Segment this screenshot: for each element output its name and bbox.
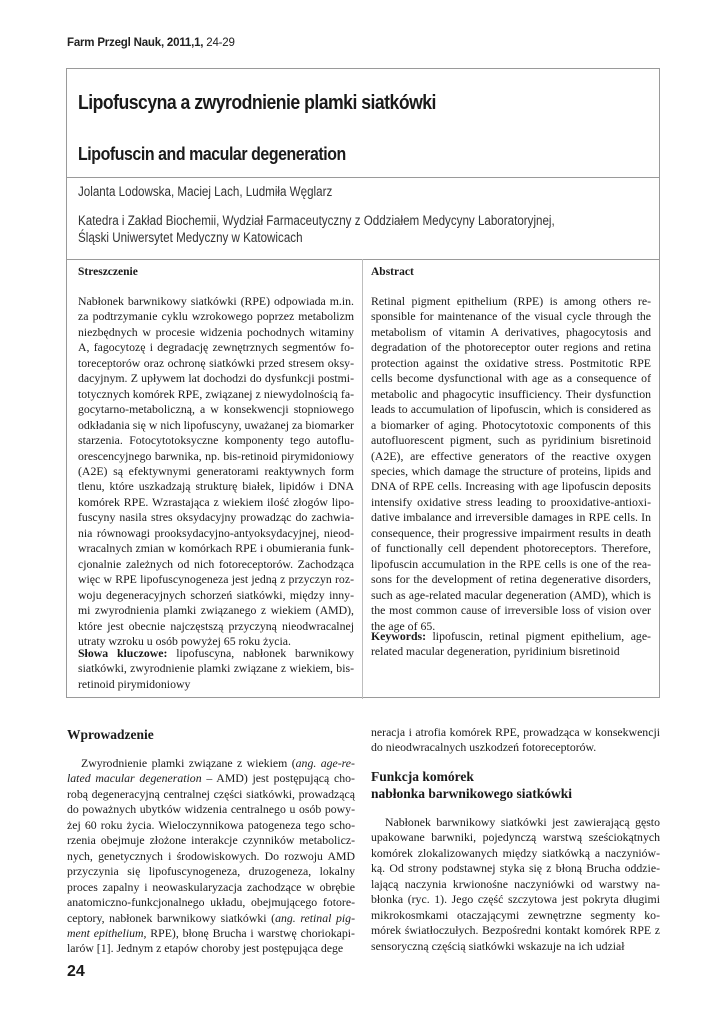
- section2-paragraph: Nabłonek barwnikowy siatkówki jest zawierającą gęsto upakowane barwniki, pojedynczą warstwą sześciokątnych komórek zlokalizowanych między siatkówką a naczyniówką. Od strony podstawnej styka się z błoną Brucha oddzielającą naczynia krwionośne naczyniówki od warstwy nabłonka (ryc. 1). Jego część szczytowa jest pokryta długimi mikrokosmkami otaczającymi zewnętrzne segmenty komórek światłoczułych. Bezpośredni kontakt komórek RPE z sensoryczną częścią siatkówki wskazuje na ich udział: [371, 815, 660, 953]
- streszczenie-heading: Streszczenie: [78, 266, 138, 278]
- section2-heading: [371, 768, 572, 802]
- intro-heading: Wprowadzenie: [67, 727, 154, 742]
- abstract-text: [371, 294, 651, 634]
- journal-name: Farm Przegl Nauk, 2011,1,: [67, 37, 204, 49]
- keywords-en: [371, 629, 651, 660]
- keywords-en-label: Keywords:: [371, 629, 427, 643]
- intro-italic-1: ang. age-related macular degeneration: [67, 756, 355, 786]
- streszczenie-text: [78, 294, 354, 649]
- affiliation: [78, 212, 555, 246]
- affiliation-line-1: Katedra i Zakład Biochemii, Wydział Farmaceutyczny z Oddziałem Medycyny Laboratoryjnej,: [78, 213, 555, 228]
- abstract-heading: Abstract: [371, 266, 414, 278]
- journal-header: [67, 37, 235, 49]
- intro-paragraph: [67, 756, 355, 957]
- intro-italic-2: ang. retinal pigment epithelium,: [67, 910, 356, 940]
- intro-text-2: – AMD) jest postępującą chorobą degeneracyjną centralnej części siatkówki, prowadzącą do poważnych ubytków widzenia centralnego u osób powyżej 60 roku życia. Wieloczynnikowa patogeneza tego schorzenia obejmuje złożone interakcje czynników metabolicznych, genetycznych i środowiskowych. Do rozwoju AMD przyczynia się lipofuscynogeneza, druzogeneza, lokalny proces zapalny i neowaskularyzacja zachodzące w obrębie anatomiczno-funkcjonalnego układu, obejmującego fotoreceptory, nabłonek barwnikowy siatkówki (: [67, 771, 355, 925]
- section2-heading-line-1: Funkcja komórek: [371, 769, 474, 784]
- column-divider: [362, 259, 363, 699]
- title-abstract-box: [66, 68, 660, 698]
- title-polish: Lipofuscyna a zwyrodnienie plamki siatkówki: [78, 91, 436, 114]
- keywords-pl: [78, 646, 354, 692]
- intro-continuation: neracja i atrofia komórek RPE, prowadząca w konsekwencji do nieodwracalnych uszkodzeń fotoreceptorów.: [371, 725, 660, 755]
- intro-text-1: Zwyrodnienie plamki związane z wiekiem (: [81, 756, 296, 770]
- streszczenie-paragraph: Nabłonek barwnikowy siatkówki (RPE) odpowiada m.in. za podtrzymanie cyklu wzrokowego poprzez metabolizm niezbędnych w procesie widzenia pochodnych witaminy A, fagocytozę i degradację zewnętrznych segmentów fotoreceptorów oraz ochronę siatkówki przed stresem oksydacyjnym. Z upływem lat dochodzi do dysfunkcji postmitotycznych komórek RPE, związanej z niewydolnością fagocytarno-metaboliczną, a w konsekwencji stopniowego odkładania się w nich lipofuscyny, uważanej za biomarker starzenia. Fotocytotoksyczne komponenty tego autofluorescencyjnego barwnika, np. bis-retinoid pirymidoniowy (A2E) są efektywnymi generatorami reaktywnych form tlenu, które uszkadzają strukturę białek, lipidów i DNA komórek RPE. Wzrastająca z wiekiem ilość złogów lipofuscyny nasila stres oksydacyjny prowadząc do zachwiania równowagi prooksydacyjno-antyoksydacyjnej, nieodwracalnych zmian w komórkach RPE i obumierania funkcjonalnie zależnych od nich fotoreceptorów. Zachodząca więc w RPE lipofuscynogeneza jest jedną z przyczyn rozwoju degeneracyjnych schorzeń siatkówki, między innymi zwyrodnienia plamki związanego z wiekiem (AMD), które jest obecnie najczęstszą przyczyną nieodwracalnej utraty wzroku u osób powyżej 65 roku życia.: [78, 294, 354, 648]
- abstract-paragraph: Retinal pigment epithelium (RPE) is among others responsible for maintenance of the visual cycle through the metabolism of vitamin A derivatives, phagocytosis and degradation of the photoreceptor outer regions and retina protection against the oxidative stress. Postmitotic RPE cells become dysfunctional with age as a consequence of metabolic and phagocytic insufficiency. Their dysfunction leads to accumulation of lipofuscin, which is considered as a biomarker of aging. Photocytotoxic components of this autofluorescent pigment, such as pyridinium bisretinoid (A2E), are effective generators of the reactive oxygen species, which damage the structure of proteins, lipids and DNA of RPE cells. Increasing with age lipofuscin deposits intensify oxidative stress leading to prooxidative-antioxidative imbalance and irreversible damages in RPE cells. In consequence, their progressive impairment results in death of functionally cell dependent photoreceptors. Therefore, lipofuscin accumulation in the RPE cells is one of the reasons for the development of retina degenerative disorders, such as age-related macular degeneration (AMD), which is the most common cause of irreversible loss of vision over the age of 65.: [371, 294, 651, 633]
- journal-pages: 24-29: [206, 37, 235, 49]
- affiliation-line-2: Śląski Uniwersytet Medyczny w Katowicach: [78, 230, 303, 245]
- intro-text-3: RPE), błonę Brucha i warstwę choriokapilarów [1]. Jednym z etapów choroby jest postępująca dege: [67, 925, 355, 956]
- title-english: Lipofuscin and macular degeneration: [78, 143, 346, 164]
- section2-heading-line-2: nabłonka barwnikowego siatkówki: [371, 786, 573, 801]
- divider-middle: [67, 259, 659, 260]
- divider-top: [67, 177, 659, 178]
- authors: Jolanta Lodowska, Maciej Lach, Ludmiła Węglarz: [78, 184, 333, 199]
- keywords-pl-list: lipofuscyna, nabłonek barwnikowy siatkówki, zwyrodnienie plamki związane z wiekiem, bisretinoid pirymidoniowy: [78, 646, 354, 691]
- keywords-en-list: lipofuscin, retinal pigment epithelium, age-related macular degeneration, pyridinium bisretinoid: [371, 629, 651, 659]
- keywords-pl-label: Słowa kluczowe:: [78, 646, 168, 660]
- page-number: 24: [67, 963, 85, 980]
